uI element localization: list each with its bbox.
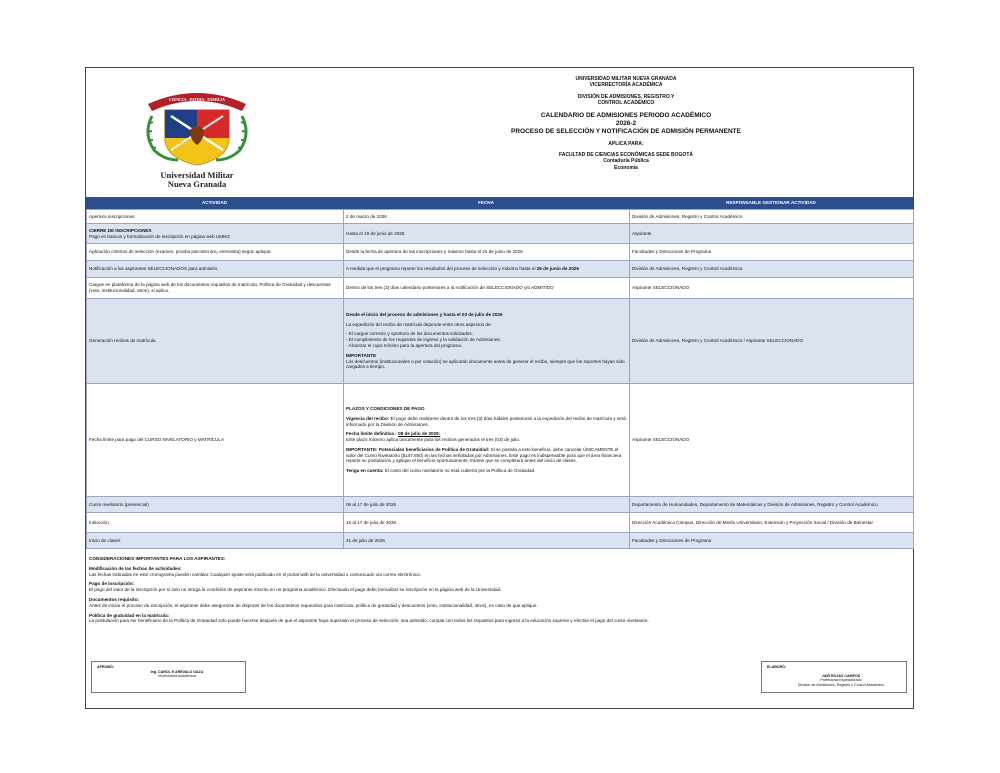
university-crest-icon xyxy=(138,80,256,190)
table-row xyxy=(87,210,914,224)
table-row xyxy=(87,497,914,513)
prepared-dept: División de Admisiones, Registro y Control Académico xyxy=(797,682,885,687)
cell-responsable: Facultades y Direcciones de Programa xyxy=(630,533,914,549)
cell-fecha: Hasta el 19 de junio de 2026 xyxy=(344,224,630,244)
cell-fecha: 06 al 17 de julio de 2026 xyxy=(344,497,630,513)
table-row xyxy=(87,513,914,533)
limite-text: Este plazo máximo aplica únicamente para los recibos generados el tres (03) de julio. xyxy=(346,437,521,443)
cell-responsable: Departamento de Humanidades, Departamento de Matemáticas y División de Admisiones, Registro y Control Académico xyxy=(630,497,914,513)
recibos-important-label: IMPORTANTE xyxy=(346,352,377,358)
program-contaduria: Contaduría Pública xyxy=(603,158,649,165)
cell-actividad: Inicio de clases xyxy=(87,533,344,549)
cierre-text: Pago en bancos y formalización de inscripción en página web UMNG xyxy=(89,233,230,239)
logo-name-line2: Nueva Granada xyxy=(167,179,227,189)
division-line1: DIVISIÓN DE ADMISIONES, REGISTRO Y xyxy=(577,93,675,100)
col-header-fecha: FECHA xyxy=(478,200,494,205)
cell-actividad: Cargue en plataforma de la página web de los documentos requisitos de matrícula, Política de Gratuidad y descuentos (voto, institucionalidad, otros), si aplica. xyxy=(87,278,344,299)
division-line2: CONTROL ACADÉMICO xyxy=(597,100,655,107)
cell-actividad: Apertura inscripciones xyxy=(87,210,344,224)
prepared-label: ELABORÓ: xyxy=(767,665,787,669)
program-economia: Economía xyxy=(614,164,638,171)
process-title: PROCESO DE SELECCIÓN Y NOTIFICACIÓN DE ADMISIÓN PERMANENTE xyxy=(511,127,741,135)
gratuidad-label: IMPORTANTE: Potenciales beneficiarios de Política de Gratuidad: xyxy=(346,446,490,452)
table-row xyxy=(87,384,914,497)
cell-fecha xyxy=(344,384,630,497)
cell-responsable: Aspirante SELECCIONADO xyxy=(630,384,914,497)
considerations-title: CONSIDERACIONES IMPORTANTES PARA LOS ASPIRANTES: xyxy=(89,556,226,561)
consideration-text: El pago del valor de la inscripción por sí solo no otorga la condición de aspirante inscrito en un programa académico. Efectuado el pago debe formalizar su inscripción en la página web de la Universidad. xyxy=(89,587,502,593)
document-header xyxy=(86,68,913,197)
approved-signature-box xyxy=(91,661,246,693)
consideration-item xyxy=(89,597,912,609)
prepared-signature-box xyxy=(761,661,907,693)
cell-actividad: Curso nivelatorio (presencial) xyxy=(87,497,344,513)
limite-label: Fecha límite definitiva : xyxy=(346,431,399,437)
header-titles xyxy=(406,76,846,171)
cell-responsable: División de Admisiones, Registro y Control Académico xyxy=(630,210,914,224)
cell-actividad: Aplicación criterios de selección (examen, prueba psicotécnica, entrevista) según aplique. xyxy=(87,244,344,261)
faculty-name: FACULTAD DE CIENCIAS ECONÓMICAS SEDE BOGOTÁ xyxy=(559,152,693,159)
cell-fecha: Desde la fecha de apertura de las inscripciones y máximo hasta el 24 de junio de 2026 xyxy=(344,244,630,261)
consideration-text: La postulación para ser beneficiario de la Política de Gratuidad solo puede hacerse después de que el aspirante haya superado el proceso de selección, sea admitido, cumpla con todos los requisitos para ingreso a la educación superior y efectúe el pago del curso nivelatorio. xyxy=(89,618,649,624)
prepared-signer xyxy=(777,674,905,687)
logo-name-line1: Universidad Militar xyxy=(160,170,234,180)
table-row xyxy=(87,299,914,384)
col-header-responsable: RESPONSABLE GESTIONAR ACTIVIDAD xyxy=(726,200,816,205)
consideration-title: Modificación de las fechas de actividades: xyxy=(89,565,182,571)
crest-banner-text: CIENCIA · PATRIA · FAMILIA xyxy=(169,97,225,102)
notificacion-fecha-date: 26 de junio de 2026 xyxy=(536,266,579,272)
cell-fecha: 2 de marzo de 2026 xyxy=(344,210,630,224)
consideration-title: Política de gratuidad en la matrícula: xyxy=(89,612,170,618)
cell-fecha: Dentro de los tres (3) días calendario posteriores a la notificación de SELECCIONADO y/o ADMITIDO xyxy=(344,278,630,299)
cell-responsable: Aspirante SELECCIONADO xyxy=(630,278,914,299)
consideration-item xyxy=(89,613,912,625)
recibos-item: - Alcanzar el cupo mínimo para la apertura del programa. xyxy=(346,343,463,348)
consideration-title: Pago de inscripción: xyxy=(89,581,135,587)
gratuidad-text: Si se postula a este beneficio, debe cancelar ÚNICAMENTE el valor del Curso Nivelatorio ($147.800) en las fechas señaladas por Admisiones. Este pago es indispensable para que el área financiera reporte su postulación y aplique el beneficio oportunamente, trámite que se completará antes del inicio de clases. xyxy=(346,446,622,464)
considerations-section xyxy=(86,556,912,628)
consideration-title: Documentos requisito: xyxy=(89,596,140,602)
prepared-name: JAIR ROJAS CAMPOS xyxy=(821,674,861,678)
approved-label: APROBÓ: xyxy=(97,665,114,669)
cell-responsable: Aspirante xyxy=(630,224,914,244)
vigencia-label: Vigencia del recibo: xyxy=(346,415,390,421)
notificacion-fecha-text: A medida que el programa reporte los resultados del proceso de selección y máximo hasta el xyxy=(346,266,537,272)
applies-label: APLICA PARA: xyxy=(608,140,644,147)
table-header-bar xyxy=(86,197,913,209)
nota-label: Tenga en cuenta: xyxy=(346,468,384,474)
cell-actividad: Notificación a los aspirantes SELECCIONADOS para admisión. xyxy=(87,261,344,278)
calendar-sheet xyxy=(85,67,914,709)
recibos-item: - El cumplimiento de los requisitos de ingreso y la validación de Admisiones. xyxy=(346,337,501,343)
cell-actividad: Fecha límite para pago del CURSO NIVELATORIO y MATRÍCULA xyxy=(87,384,344,497)
table-row xyxy=(87,278,914,299)
recibos-item: - El cargue correcto y oportuno de los documentos solicitados. xyxy=(346,331,473,337)
vicerrectoria-name: VICERRECTORÍA ACADÉMICA xyxy=(589,82,663,89)
activities-table xyxy=(86,209,914,549)
calendar-title: CALENDARIO DE ADMISIONES PERIODO ACADÉMICO xyxy=(540,111,712,119)
university-name: UNIVERSIDAD MILITAR NUEVA GRANADA xyxy=(575,76,677,82)
university-logo xyxy=(138,80,256,190)
cell-responsable: Dirección Académica Campus, Dirección de Medio Universitario, Extensión y Proyección Social / División de Bienestar xyxy=(630,513,914,533)
consideration-text: Las fechas indicadas en este cronograma pueden cambiar. Cualquier ajuste será publicado en el portal web de la universidad o comunicado vía correo electrónico. xyxy=(89,571,421,577)
approved-signer xyxy=(122,670,232,679)
consideration-item xyxy=(89,581,912,593)
cell-actividad xyxy=(87,224,344,244)
consideration-text: Antes de iniciar el proceso de inscripción, el aspirante debe asegurarse de disponer de los documentos requeridos para matrícula, política de gratuidad y descuentos (voto, institucionalidad, otros), en caso de que aplique. xyxy=(89,602,538,608)
vigencia-text: El pago debe realizarse dentro de los tres (3) días hábiles posteriores a la expedición del recibo de matrícula y será informado por la División de Admisiones. xyxy=(346,415,626,427)
cell-actividad: Generación recibos de matrícula. xyxy=(87,299,344,384)
cell-fecha: 21 de julio de 2026 xyxy=(344,533,630,549)
table-row xyxy=(87,244,914,261)
cell-actividad: Inducción xyxy=(87,513,344,533)
academic-period: 2026-2 xyxy=(615,119,637,127)
approved-name: Ing. CAROL E ARÉVALO DAZA xyxy=(150,670,204,674)
table-row xyxy=(87,224,914,244)
cell-responsable: Facultades y Direcciones de Programa xyxy=(630,244,914,261)
prepared-role: Profesional Especializado xyxy=(820,678,862,683)
plazos-title: PLAZOS Y CONDICIONES DE PAGO xyxy=(346,405,425,411)
cierre-title: CIERRE DE INSCRIPCIONES xyxy=(89,227,152,233)
cell-fecha: 15 al 17 de julio de 2026 xyxy=(344,513,630,533)
cell-responsable: División de Admisiones, Registro y Control Académico / Aspirante SELECCIONADO xyxy=(630,299,914,384)
limite-date: 08 de julio de 2026: xyxy=(398,431,441,437)
table-row xyxy=(87,533,914,549)
recibos-important-text: Los descuentos (institucionales o por votación) se aplicarán únicamente antes de generar el recibo, siempre que los soportes hayan sido cargados a tiempo. xyxy=(346,358,625,370)
cell-fecha xyxy=(344,261,630,278)
recibos-title: Desde el inicio del proceso de admisiones y hasta el 03 de julio de 2026 xyxy=(346,311,503,317)
consideration-item xyxy=(89,566,912,578)
table-row xyxy=(87,261,914,278)
cell-fecha xyxy=(344,299,630,384)
cell-responsable: División de Admisiones, Registro y Control Académico xyxy=(630,261,914,278)
approved-role: Vicerrectora Académica xyxy=(158,674,196,679)
recibos-intro: La expedición del recibo de matrícula depende entre otros aspectos de: xyxy=(346,321,492,327)
col-header-actividad: ACTIVIDAD xyxy=(201,200,227,205)
nota-text: El costo del curso nivelatorio no está cubierto por la Política de Gratuidad. xyxy=(383,468,536,474)
